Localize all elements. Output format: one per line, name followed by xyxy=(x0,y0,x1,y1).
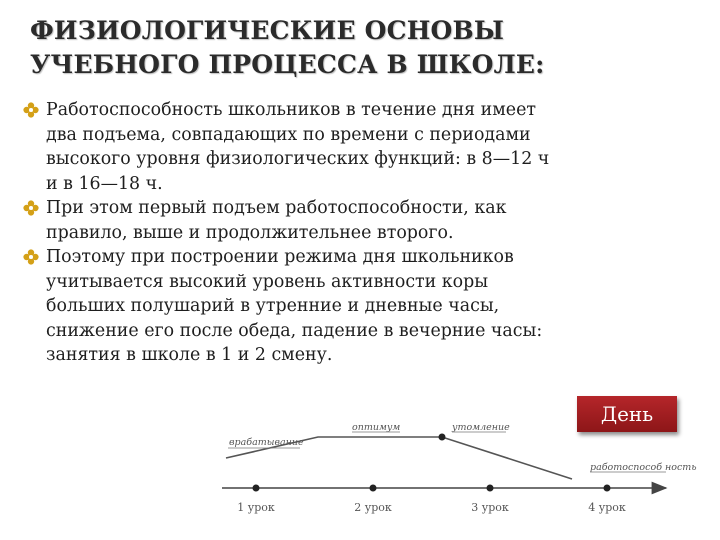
bullet-text-line: больших полушарий в утренние и дневные часы, xyxy=(46,296,500,316)
bullet-text-line: два подъема, совпадающих по времени с периодами xyxy=(46,124,531,145)
utomlenie-label: утомление xyxy=(452,422,510,433)
lesson-tick-label: 3 урок xyxy=(471,501,509,514)
lesson-point xyxy=(370,485,377,492)
day-button[interactable]: День xyxy=(577,396,677,432)
bullet-text-line: и в 16—18 ч. xyxy=(46,173,163,194)
bullet-text-line: учитывается высокий уровень активности коры xyxy=(46,271,489,292)
lesson-tick-label: 1 урок xyxy=(237,501,275,514)
lesson-point xyxy=(604,485,611,492)
bullet-text-line: При этом первый подъем работоспособности, как xyxy=(46,198,507,218)
lesson-points xyxy=(237,485,626,515)
bullet-text-line: правило, выше и продолжительнее второго. xyxy=(46,222,454,243)
vrabatyvanie-label: врабатывание xyxy=(229,437,304,448)
lesson-point xyxy=(487,485,494,492)
title-line: ФИЗИОЛОГИЧЕСКИЕ ОСНОВЫ xyxy=(30,16,505,45)
lesson-tick-label: 2 урок xyxy=(354,501,392,514)
chart-axis-label: работоспособ ность xyxy=(590,462,697,473)
bullet-text-line: занятия в школе в 1 и 2 смену. xyxy=(46,345,333,365)
title-line: УЧЕБНОГО ПРОЦЕССА В ШКОЛЕ: xyxy=(30,50,545,79)
bullet-text-line: Работоспособность школьников в течение дня имеет xyxy=(46,100,537,120)
lesson-point xyxy=(253,485,260,492)
bullet-text-line: высокого уровня физиологических функций: в 8—12 ч xyxy=(46,149,550,169)
lesson-tick-label: 4 урок xyxy=(588,501,626,514)
optimum-label: оптимум xyxy=(352,422,401,433)
bullet-text-line: снижение его после обеда, падение в вечерние часы: xyxy=(46,320,543,341)
optimum-end-point xyxy=(439,434,446,441)
bullet-text-line: Поэтому при построении режима дня школьников xyxy=(46,247,514,267)
